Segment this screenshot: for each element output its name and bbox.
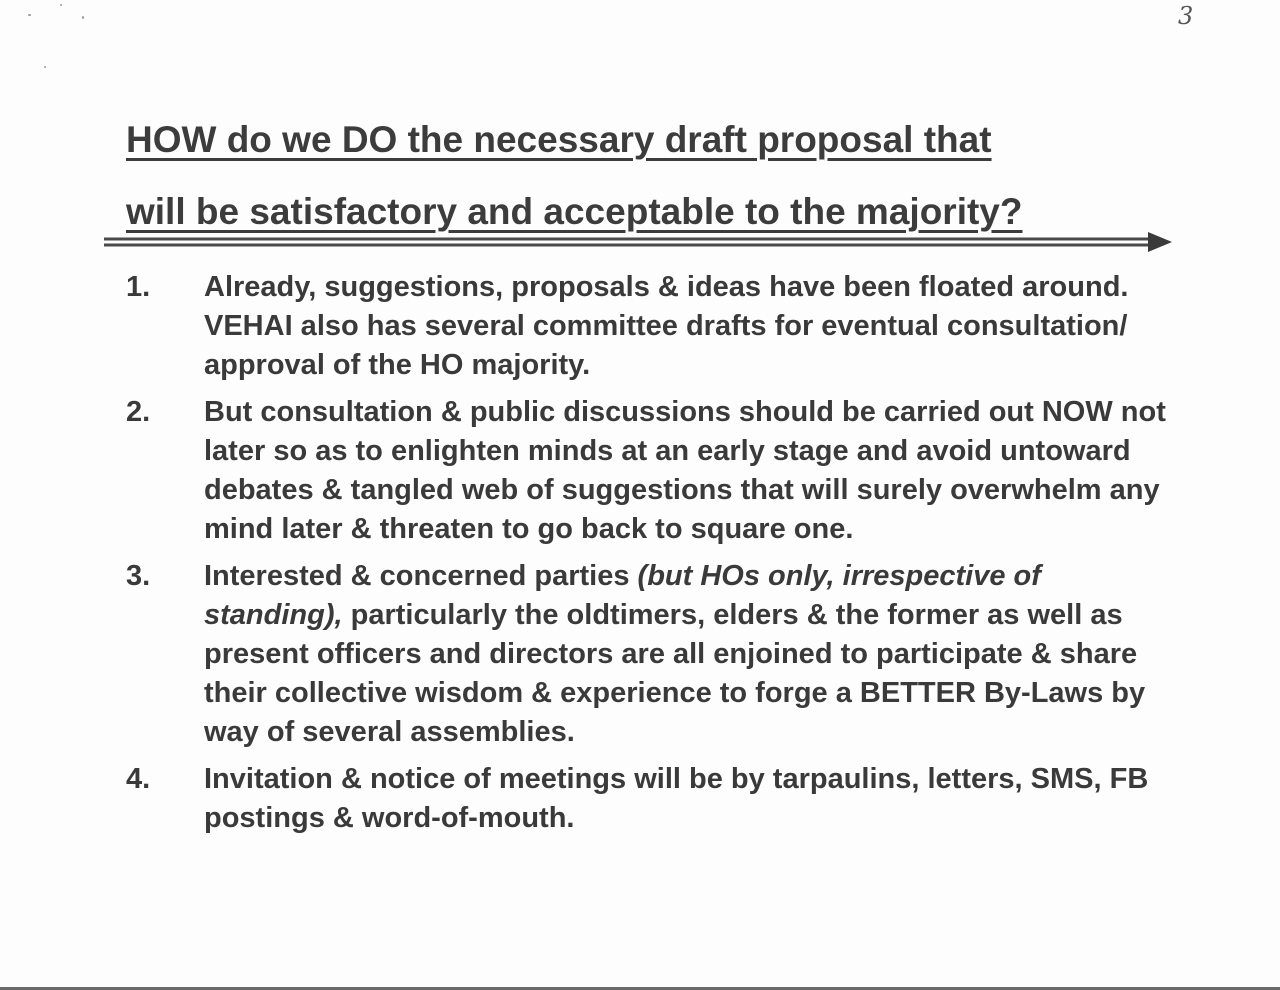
- scan-speck: [44, 66, 46, 68]
- item-number: 4.: [126, 763, 151, 795]
- scan-speck: [28, 14, 31, 16]
- item-text: But consultation & public discussions should be carried out NOW not later so as to enlighten minds at an early stage and avoid untoward debates & tangled web of suggestions that will surely overwhelm any mind later & threaten to go back to square one.: [204, 396, 1166, 545]
- item-number: 2.: [126, 396, 151, 428]
- arrow-divider: [104, 230, 1172, 256]
- scan-speck: [82, 16, 84, 19]
- title-line-1: HOW do we DO the necessary draft proposal that: [126, 119, 992, 160]
- item-text: [204, 557, 1166, 752]
- title-line-2: will be satisfactory and acceptable to the majority?: [126, 191, 1023, 232]
- list-item: [126, 268, 1166, 385]
- item-text: Already, suggestions, proposals & ideas have been floated around. VEHAI also has several committee drafts for eventual consultation/ approval of the HO majority.: [204, 271, 1129, 381]
- scan-speck: [60, 4, 62, 6]
- item-number: 1.: [126, 271, 151, 303]
- list-item: [126, 760, 1166, 838]
- numbered-list: [126, 268, 1166, 846]
- list-item: [126, 393, 1166, 549]
- page-title: [126, 104, 1226, 248]
- item-number: 3.: [126, 560, 151, 592]
- item-text-emphasis: (but HOs only, irrespective of standing),: [204, 560, 1041, 631]
- page-number: 3: [1178, 2, 1194, 30]
- list-item: [126, 557, 1166, 752]
- item-text-start: Interested & concerned parties: [204, 560, 638, 592]
- item-text-end: particularly the oldtimers, elders & the former as well as present officers and directors are all enjoined to participate & share their collective wisdom & experience to forge a BETTER By-Laws by way of several assemblies.: [204, 599, 1146, 748]
- item-text: Invitation & notice of meetings will be by tarpaulins, letters, SMS, FB postings & word-of-mouth.: [204, 763, 1149, 834]
